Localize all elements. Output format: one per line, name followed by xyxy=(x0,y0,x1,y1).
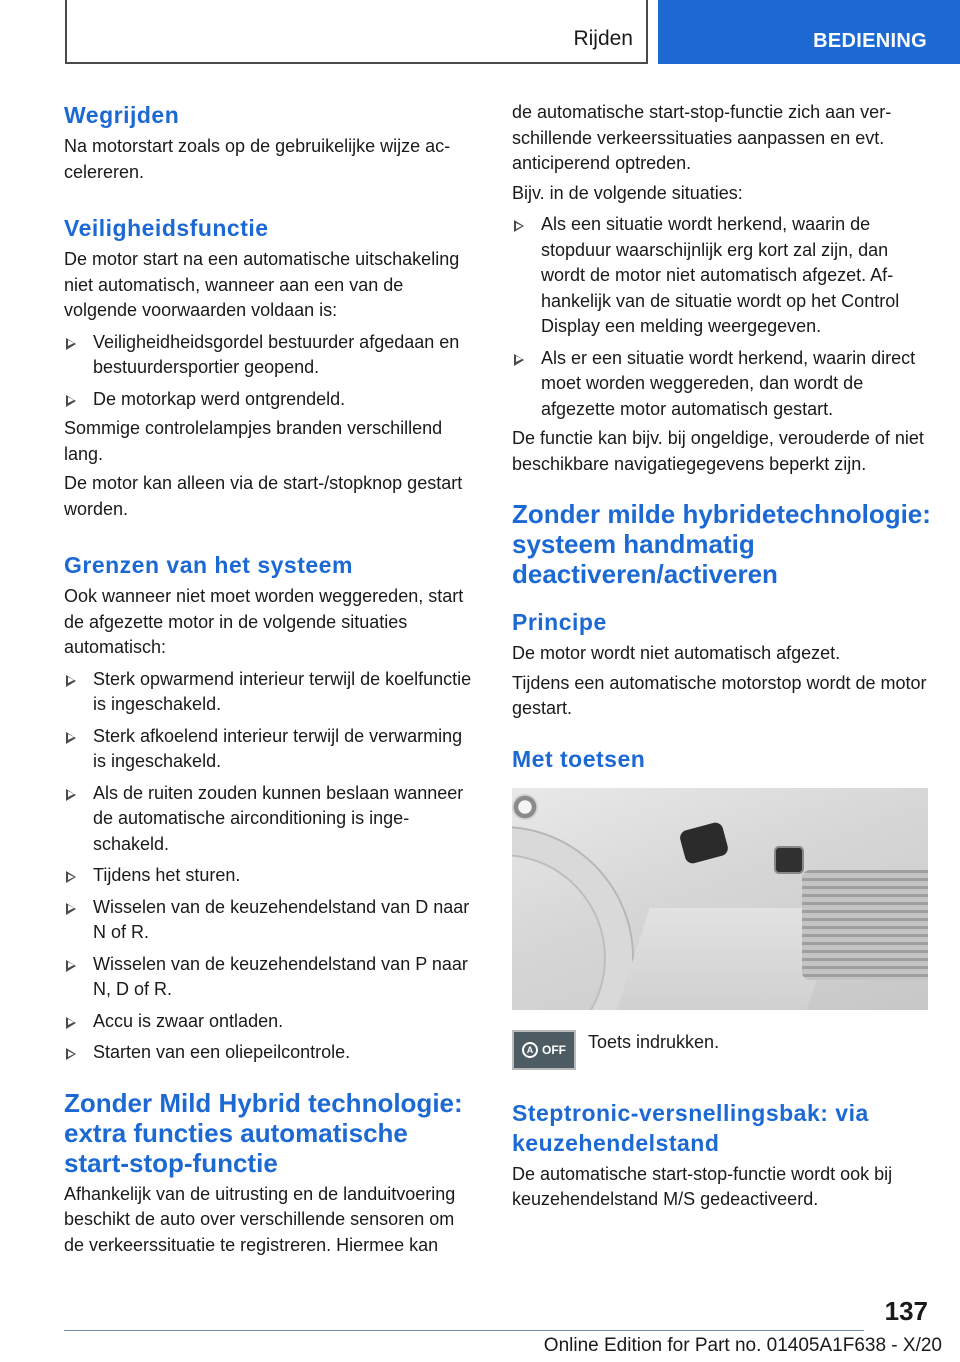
list-item: Als er een situatie wordt herkend, waarin direct moet worden weggereden, dan wordt de afgezette motor automatisch gestart. xyxy=(512,346,932,423)
list-item: Accu is zwaar ontladen. xyxy=(64,1009,478,1035)
heading-zonder-milde-hybride: Zonder milde hybridetechnologie: systeem handmatig deactiveren/activeren xyxy=(512,499,931,589)
list-item: Veiligheidheidsgordel bestuurder afgedaan en bestuurdersportier geopend. xyxy=(64,330,478,381)
paragraph: Tijdens een automatische motorstop wordt de motor gestart. xyxy=(512,672,927,718)
steering-wheel-shape xyxy=(512,828,632,1010)
triangle-bullet-icon xyxy=(514,220,524,232)
page-number: 137 xyxy=(884,1296,928,1326)
paragraph: Bijv. in de volgende situaties: xyxy=(512,182,743,203)
list-item: Sterk opwarmend interieur terwijl de koelfunctie is ingeschakeld. xyxy=(64,667,478,718)
list-item: Wisselen van de keuzehendelstand van D naar N of R. xyxy=(64,895,478,946)
header-chapter-box xyxy=(65,0,648,64)
cockpit-photo xyxy=(512,788,928,1010)
paragraph: de automatische start-stop-functie zich aan verschillende verkeerssituaties aanpassen en evt. anticiperend optreden. xyxy=(512,102,892,173)
paragraph: De motor wordt niet automatisch afgezet. xyxy=(512,643,841,663)
list-item: De motorkap werd ontgrendeld. xyxy=(64,387,478,413)
icon-caption: Toets indrukken. xyxy=(588,1031,720,1052)
triangle-bullet-icon xyxy=(514,354,524,366)
paragraph: De automatische start-stop-functie wordt ook bij keuzehendelstand M/S gedeactiveerd. xyxy=(512,1163,893,1209)
heading-principe: Principe xyxy=(512,609,607,635)
list-item: Wisselen van de keuzehendelstand van P naar N, D of R. xyxy=(64,952,478,1003)
condition-list xyxy=(64,330,478,413)
heading-wegrijden: Wegrijden xyxy=(64,102,180,128)
heading-zonder-mild-hybrid: Zonder Mild Hybrid technologie: extra functies automatische start-stop-functie xyxy=(64,1087,463,1178)
air-vent-shape xyxy=(802,870,928,980)
triangle-bullet-icon xyxy=(66,675,76,687)
list-item: Als een situatie wordt herkend, waarin de stopduur waarschijnlijk erg kort zal zijn, dan wordt de motor niet automatisch afgezet. Afhankelijk van de situatie wordt op het Control Display een melding weergegeven. xyxy=(512,212,932,340)
triangle-bullet-icon xyxy=(66,1048,76,1060)
brand-logo-icon xyxy=(512,794,538,820)
list-item: Sterk afkoelend interieur terwijl de verwarming is ingeschakeld. xyxy=(64,724,478,775)
triangle-bullet-icon xyxy=(66,338,76,350)
paragraph: De motor kan alleen via de start-/stopknop gestart worden. xyxy=(64,473,463,519)
footer-divider xyxy=(64,1330,864,1331)
heading-veiligheidsfunctie: Veiligheidsfunctie xyxy=(64,215,269,241)
section-title: BEDIENING xyxy=(813,30,927,52)
right-column xyxy=(512,100,932,1213)
list-item: Starten van een oliepeilcontrole. xyxy=(64,1040,478,1066)
heading-steptronic: Steptronic-versnellingsbak: via keuzehendelstand xyxy=(512,1099,869,1156)
triangle-bullet-icon xyxy=(66,732,76,744)
paragraph: Sommige controlelampjes branden verschillend lang. xyxy=(64,418,443,464)
situation-list xyxy=(64,667,478,1066)
auto-start-stop-button-shape xyxy=(774,846,804,874)
list-item: Als de ruiten zouden kunnen beslaan wanneer de automatische airconditioning is ingeschakeld. xyxy=(64,781,478,858)
header-section-tab xyxy=(658,0,960,64)
triangle-bullet-icon xyxy=(66,903,76,915)
triangle-bullet-icon xyxy=(66,960,76,972)
chapter-title: Rijden xyxy=(573,27,633,50)
heading-met-toetsen: Met toetsen xyxy=(512,745,646,772)
paragraph: Afhankelijk van de uitrusting en de landuitvoering beschikt de auto over verschillende sensoren om de verkeerssituatie te registreren. Hiermee kan xyxy=(64,1183,456,1255)
footer-edition xyxy=(0,1335,960,1357)
triangle-bullet-icon xyxy=(66,1017,76,1029)
paragraph: De functie kan bijv. bij ongeldige, verouderde of niet beschikbare navigatiegegevens beperkt zijn. xyxy=(512,428,924,474)
list-item: Tijdens het sturen. xyxy=(64,863,478,889)
triangle-bullet-icon xyxy=(66,789,76,801)
selector-lever-shape xyxy=(678,820,729,864)
triangle-bullet-icon xyxy=(66,395,76,407)
heading-grenzen: Grenzen van het systeem xyxy=(64,552,353,578)
off-label: OFF xyxy=(542,1042,566,1057)
auto-start-stop-off-icon xyxy=(512,1030,576,1070)
situation-list xyxy=(512,212,932,422)
left-column xyxy=(64,100,478,1258)
auto-start-stop-symbol: A xyxy=(522,1042,538,1058)
edition-text: Online Edition for Part no. 01405A1F638 - X/20 xyxy=(543,1335,942,1356)
paragraph: De motor start na een automatische uitschakeling niet automatisch, wanneer aan een van de volgende voorwaarden voldaan is: xyxy=(64,249,460,320)
button-instruction-row xyxy=(512,1030,932,1070)
paragraph: Ook wanneer niet moet worden weggereden, start de afgezette motor in de volgende situaties automatisch: xyxy=(64,586,464,657)
paragraph: Na motorstart zoals op de gebruikelijke wijze accelereren. xyxy=(64,136,451,182)
triangle-bullet-icon xyxy=(66,871,76,883)
